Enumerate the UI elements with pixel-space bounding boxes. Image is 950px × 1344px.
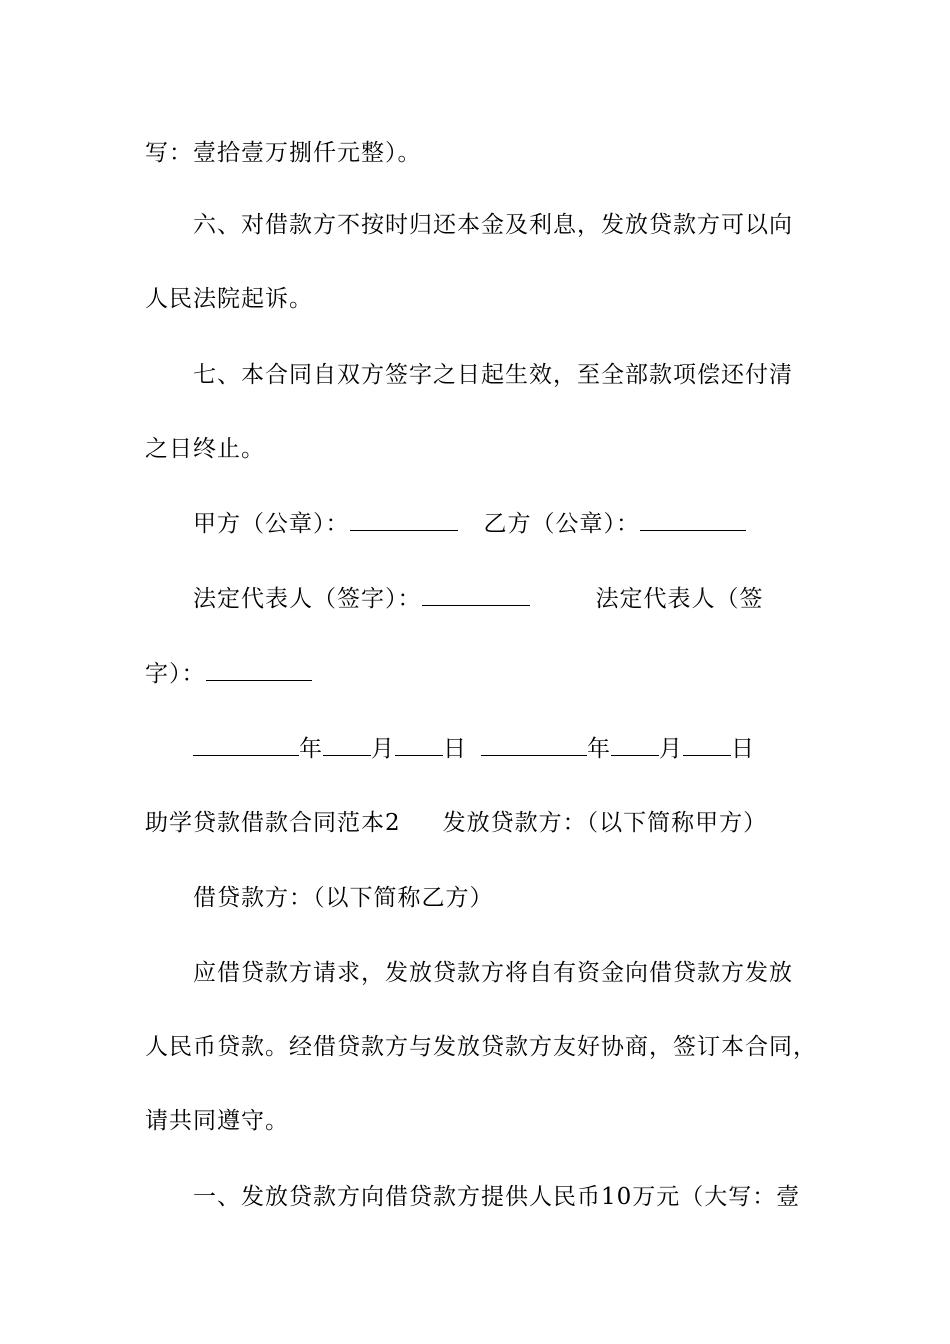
contract-title-line [145,808,767,838]
year-label: 年 [587,736,611,762]
day-label: 日 [443,736,467,762]
month-label: 月 [371,736,395,762]
year-blank [481,735,587,756]
month-label: 月 [659,736,683,762]
paragraph-line: 请共同遵守。 [145,1108,289,1134]
day-blank [683,735,731,756]
clause-seven-line: 七、本合同自双方签字之日起生效，至全部款项偿还付清 [193,362,793,388]
year-blank [193,735,299,756]
party-a-rep-label: 法定代表人（签字）： [193,586,422,612]
day-blank [395,735,443,756]
paragraph-line: 写：壹拾壹万捌仟元整）。 [145,140,422,166]
party-a-seal-blank [350,510,458,531]
party-b-seal-blank [640,510,746,531]
lender-label: 发放贷款方：（以下简称甲方） [442,810,768,836]
day-label: 日 [731,736,755,762]
month-blank [323,735,371,756]
party-b-rep-blank [206,660,312,681]
seal-line [193,509,746,539]
party-b-rep-label-end: 字）： [145,661,206,687]
party-b-seal-label: 乙方（公章）： [483,511,640,537]
contract-title: 助学贷款借款合同范本2 [145,810,401,836]
clause-one-line: 一、发放贷款方向借贷款方提供人民币10万元（大写：壹 [193,1184,801,1210]
party-a-rep-blank [422,585,530,606]
date-line [193,734,755,764]
paragraph-line: 应借贷款方请求，发放贷款方将自有资金向借贷款方发放 [193,960,793,986]
year-label: 年 [299,736,323,762]
paragraph-line: 人民法院起诉。 [145,286,313,312]
representative-line [193,584,764,614]
paragraph-line: 人民币贷款。经借贷款方与发放贷款方友好协商，签订本合同， [145,1034,817,1060]
representative-line-cont [145,659,312,689]
borrower-label: 借贷款方：（以下简称乙方） [193,885,494,911]
month-blank [611,735,659,756]
party-b-rep-label: 法定代表人（签 [595,586,764,612]
paragraph-line: 之日终止。 [145,436,265,462]
clause-six-line: 六、对借款方不按时归还本金及利息，发放贷款方可以向 [193,212,793,238]
party-a-seal-label: 甲方（公章）： [193,511,350,537]
